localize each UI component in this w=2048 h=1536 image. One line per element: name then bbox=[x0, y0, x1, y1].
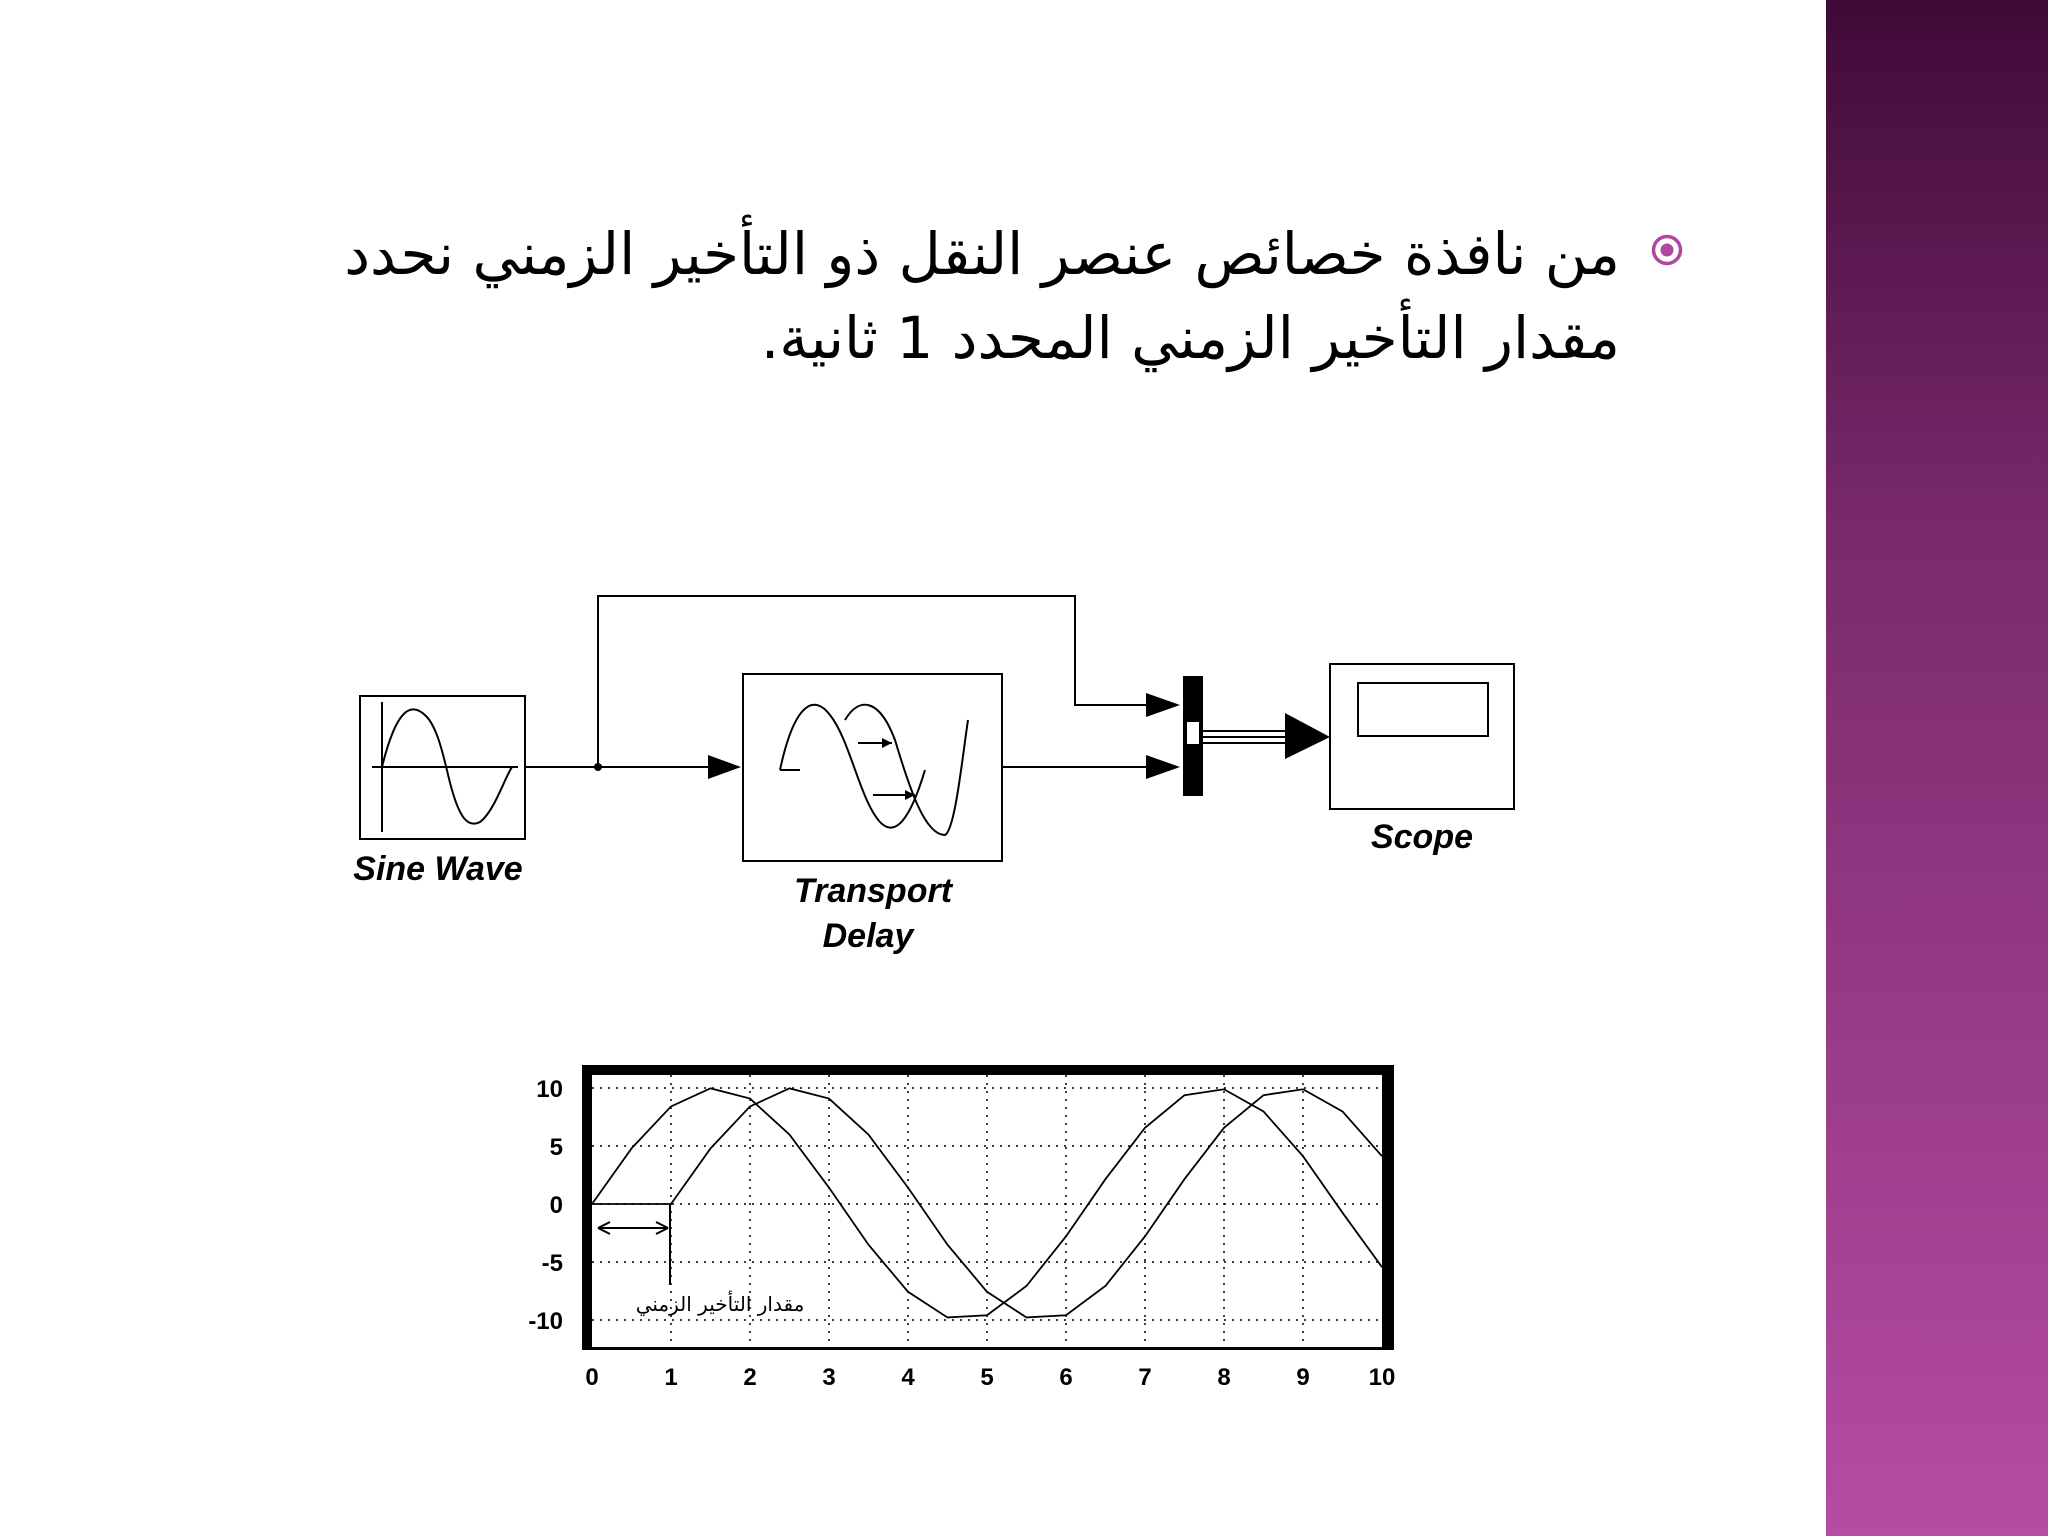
transport-delay-label-line1: Transport bbox=[793, 872, 953, 910]
sine-wave-label: Sine Wave bbox=[353, 850, 523, 888]
x-tick-label: 6 bbox=[1059, 1364, 1073, 1391]
mux-input-arrow-icon bbox=[1146, 693, 1180, 717]
y-tick-label: -10 bbox=[528, 1308, 563, 1335]
mux-input-arrow-icon bbox=[1146, 755, 1180, 779]
mux-block[interactable] bbox=[1183, 676, 1203, 796]
transport-delay-label-line2: Delay bbox=[822, 917, 914, 955]
x-tick-label: 1 bbox=[664, 1364, 678, 1391]
x-tick-label: 4 bbox=[901, 1364, 915, 1391]
scope-block[interactable] bbox=[1330, 664, 1514, 809]
scope-screen-icon bbox=[1358, 683, 1488, 736]
decorative-sidebar bbox=[1826, 0, 2048, 1536]
x-tick-label: 3 bbox=[822, 1364, 836, 1391]
scope-input-arrow-icon bbox=[1285, 713, 1330, 759]
x-tick-label: 7 bbox=[1138, 1364, 1152, 1391]
x-tick-label: 2 bbox=[743, 1364, 757, 1391]
y-tick-label: 10 bbox=[536, 1076, 563, 1103]
scope-label: Scope bbox=[1370, 818, 1474, 856]
y-tick-label: -5 bbox=[541, 1250, 563, 1277]
chart-x-ticks bbox=[585, 1364, 1395, 1391]
chart-y-ticks bbox=[528, 1076, 563, 1335]
scope-chart bbox=[528, 1065, 1395, 1391]
branch-point bbox=[594, 763, 602, 771]
delay-annotation-label: مقدار التأخير الزمني bbox=[635, 1292, 805, 1316]
y-tick-label: 5 bbox=[549, 1134, 563, 1161]
x-tick-label: 5 bbox=[980, 1364, 994, 1391]
sine-wave-block[interactable] bbox=[360, 696, 525, 839]
x-tick-label: 8 bbox=[1217, 1364, 1231, 1391]
x-tick-label: 9 bbox=[1296, 1364, 1310, 1391]
x-tick-label: 10 bbox=[1368, 1364, 1396, 1391]
transport-delay-block[interactable] bbox=[743, 674, 1002, 861]
bullet-text: من نافذة خصائص عنصر النقل ذو التأخير الزمني نحدد مقدار التأخير الزمني المحدد 1 ثانية. bbox=[344, 220, 1620, 372]
y-tick-label: 0 bbox=[549, 1192, 563, 1219]
x-tick-label: 0 bbox=[585, 1364, 599, 1391]
delay-input-arrow-icon bbox=[708, 755, 741, 779]
